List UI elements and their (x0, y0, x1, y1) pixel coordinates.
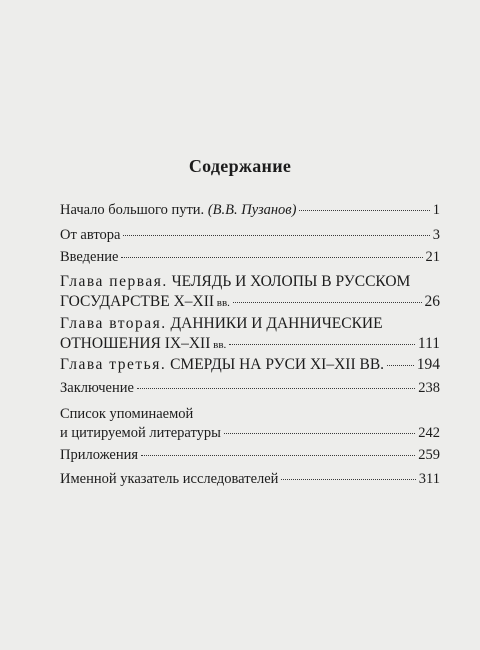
chapter-suffix: вв. (214, 297, 230, 309)
toc-page-number: 21 (425, 249, 440, 265)
toc-entry-chapter1-line2 (60, 293, 440, 311)
chapter-title-cont: ОТНОШЕНИЯ IX–XII (60, 335, 211, 352)
dot-leader (387, 365, 414, 366)
chapter-suffix: вв. (210, 339, 227, 351)
toc-entry-chapter2-line2 (60, 335, 440, 353)
toc-entry-introduction (60, 249, 440, 266)
chapter-title: СМЕРДЫ НА РУСИ XI–XII ВВ. (166, 356, 385, 373)
dot-leader (224, 433, 415, 434)
toc-page-number: 194 (416, 356, 440, 373)
toc-entry-title: Приложения (60, 447, 139, 463)
toc-entry-author: (В.В. Пузанов) (207, 202, 297, 218)
contents-heading: Содержание (188, 156, 292, 176)
dot-leader (233, 302, 422, 303)
dot-leader (123, 235, 429, 236)
toc-page-number: 242 (418, 425, 440, 441)
chapter-title-cont: ГОСУДАРСТВЕ X–XII (60, 293, 215, 310)
toc-entry-title: От автора (60, 227, 121, 243)
toc-entry-preface (60, 202, 440, 219)
dot-leader (141, 455, 415, 456)
chapter-prefix: Глава вторая. (60, 315, 167, 332)
toc-page-number: 311 (418, 471, 440, 487)
toc-entry-title: Заключение (60, 380, 134, 396)
chapter-prefix: Глава первая. (60, 273, 168, 290)
toc-entry-conclusion (60, 380, 440, 397)
toc-page-number: 3 (432, 227, 440, 243)
toc-page-number: 111 (417, 335, 440, 352)
toc-entry-title: и цитируемой литературы (60, 425, 221, 441)
toc-entry-title: Начало большого пути. (60, 202, 208, 218)
toc-page-number: 26 (424, 293, 440, 310)
dot-leader (281, 479, 415, 480)
toc-entry-chapter2-line1 (60, 315, 383, 333)
toc-page-number: 1 (432, 202, 440, 218)
toc-entry-bibliography-line1: Список упоминаемой (60, 406, 194, 422)
toc-page-number: 259 (418, 447, 440, 463)
toc-entry-appendices (60, 447, 440, 464)
toc-entry-chapter1-line1 (60, 273, 410, 291)
toc-entry-title: Введение (60, 249, 119, 265)
chapter-title: ДАННИКИ И ДАННИЧЕСКИЕ (166, 315, 383, 332)
toc-entry-chapter3 (60, 356, 440, 374)
dot-leader (121, 257, 422, 258)
toc-entry-name-index (60, 471, 440, 488)
toc-entry-title: Именной указатель исследователей (60, 471, 279, 487)
dot-leader (229, 344, 415, 345)
chapter-title: ЧЕЛЯДЬ И ХОЛОПЫ В РУССКОМ (167, 273, 411, 290)
toc-page-number: 238 (418, 380, 440, 396)
dot-leader (137, 388, 415, 389)
toc-entry-from-author (60, 227, 440, 244)
chapter-prefix: Глава третья. (60, 356, 167, 373)
toc-entry-bibliography-line2 (60, 425, 440, 442)
dot-leader (299, 210, 429, 211)
